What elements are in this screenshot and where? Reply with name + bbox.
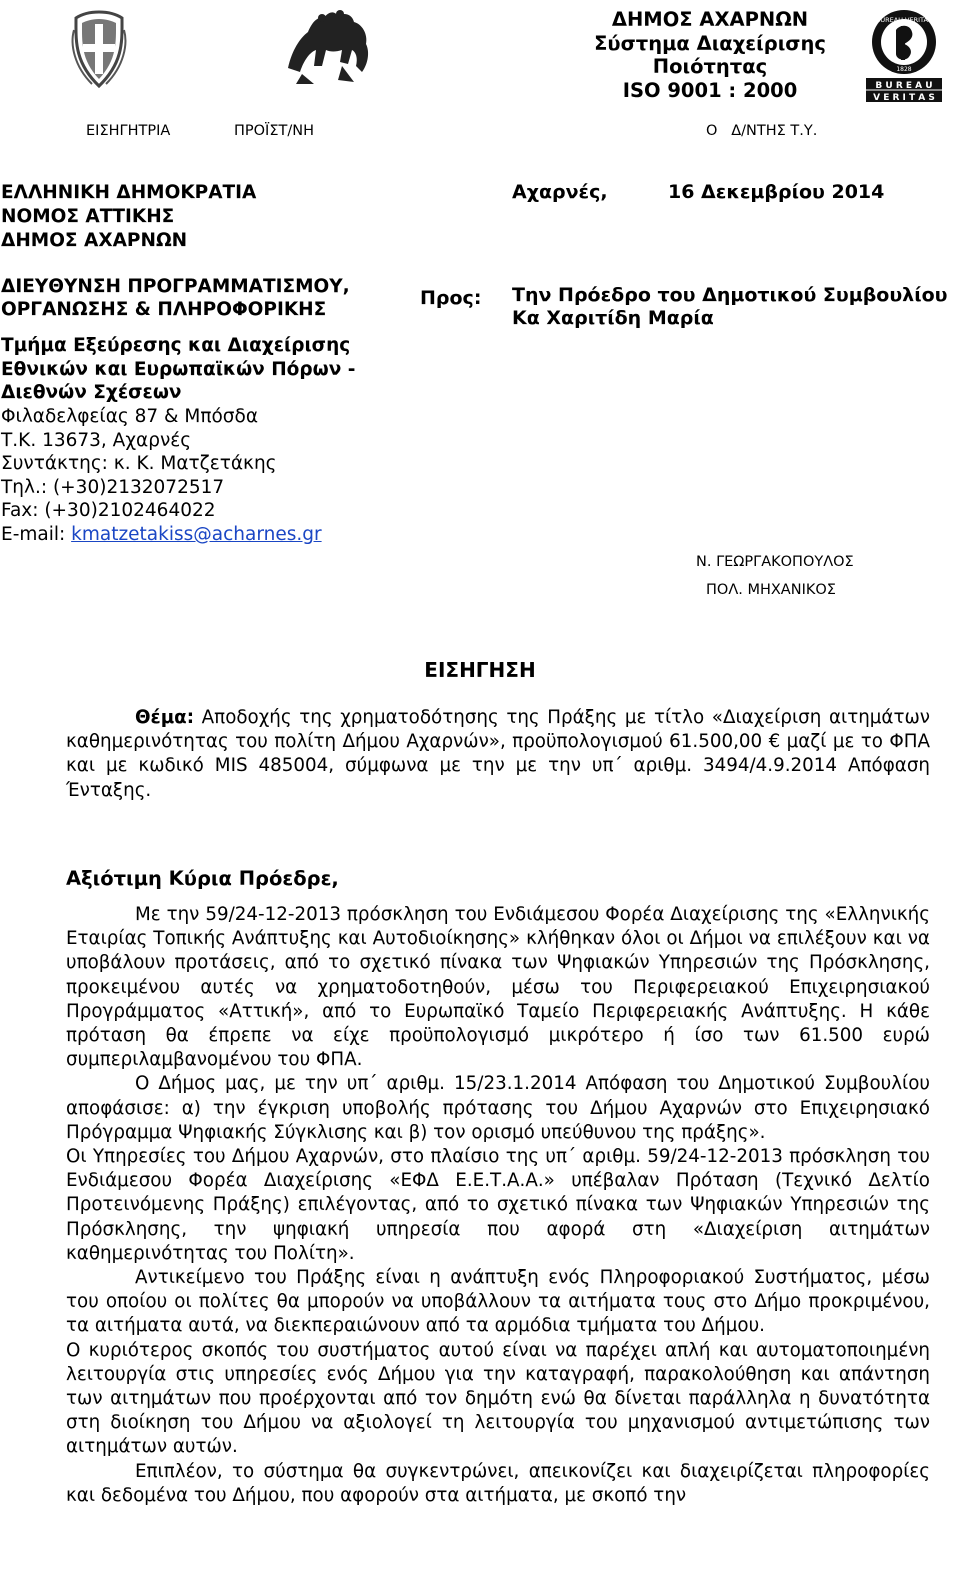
salutation: Αξιότιμη Κύρια Πρόεδρε,: [66, 867, 339, 890]
logo-year: 1828: [896, 66, 912, 73]
sender-prefecture: ΝΟΜΟΣ ΑΤΤΙΚΗΣ: [1, 206, 175, 227]
header-title-line: Ποιότητας: [652, 55, 768, 78]
date-place: Αχαρνές,: [512, 181, 608, 203]
sender-directorate-line-1: ΔΙΕΥΘΥΝΣΗ ΠΡΟΓΡΑΜΜΑΤΙΣΜΟΥ,: [1, 276, 350, 297]
head-label: ΠΡΟΪΣΤ/ΝΗ: [234, 123, 314, 139]
header-title-line: ISO 9001 : 2000: [622, 78, 798, 102]
engineer-name: Ν. ΓΕΩΡΓΑΚΟΠΟΥΛΟΣ: [696, 554, 854, 570]
logo-top-text: BUREAU VERITAS: [875, 16, 933, 24]
sender-department-line-3: Διεθνών Σχέσεων: [1, 382, 182, 403]
recipient-line-1: Την Πρόεδρο του Δημοτικού Συμβουλίου: [512, 284, 948, 306]
greek-coat-of-arms-logo: [68, 10, 130, 90]
sender-phone: Τηλ.: (+30)2132072517: [1, 477, 225, 498]
header-org-title: [520, 8, 900, 102]
sender-department-line-2: Εθνικών και Ευρωπαϊκών Πόρων -: [1, 359, 356, 380]
logo-bottom-text-1: B U R E A U: [875, 81, 933, 91]
sender-postcode: Τ.Κ. 13673, Αχαρνές: [1, 430, 192, 451]
subject-label: Θέμα:: [135, 707, 195, 728]
body-paragraph: Ο Δήμος μας, με την υπ΄ αριθμ. 15/23.1.2014 Απόφαση του Δημοτικού Συμβουλίου αποφάσισε: α) την έγκριση υποβολής πρότασης του Δήμου Αχαρνών στο Επιχειρησιακό Πρόγραμμα Ψηφιακής Σύγκλισης και β) τον ορισμό υπεύθυνου της πράξης».: [66, 1073, 930, 1143]
body-text: [66, 903, 930, 1508]
body-paragraph: Αντικείμενο του Πράξης είναι η ανάπτυξη ενός Πληροφοριακού Συστήματος, μέσω του οποίου οι πολίτες θα μπορούν να υποβάλλουν τα αιτήματα τους στο Δήμο προκριμένου, τα αιτήματα αυτά, να διεκπεραιώνουν από τα αρμόδια τμήματα του Δήμου.: [66, 1267, 930, 1337]
sender-fax: Fax: (+30)2102464022: [1, 500, 216, 521]
date-value: 16 Δεκεμβρίου 2014: [668, 181, 885, 203]
header-title-line: Σύστημα Διαχείρισης: [594, 31, 826, 55]
body-paragraph: Με την 59/24-12-2013 πρόσκληση του Ενδιάμεσου Φορέα Διαχείρισης της «Ελληνικής Εταιρίας Τοπικής Ανάπτυξης και Αυτοδιοίκησης» κλήθηκαν όλοι οι Δήμοι να επιλέξουν και να υποβάλουν προτάσεις, από το σχετικό πίνακα των Ψηφιακών Υπηρεσιών της Πρόσκλησης, προκειμένου αυτές να χρηματοδοτηθούν, μέσω του Περιφερειακού Επιχειρησιακού Προγράμματος «Αττική», από το Ευρωπαϊκό Ταμείο Περιφερειακής Ανάπτυξης. Η κάθε πρόταση θα έπρεπε να είχε προϋπολογισμό μικρότερο ή ίσο των 61.500 ευρώ συμπεριλαμβανομένου του ΦΠΑ.: [66, 904, 930, 1071]
email-label: E-mail:: [1, 524, 72, 545]
director-label: Ο Δ/ΝΤΗΣ Τ.Υ.: [706, 123, 818, 139]
engineer-title: ΠΟΛ. ΜΗΧΑΝΙΚΟΣ: [706, 582, 836, 598]
subject-text: Αποδοχής της χρηματοδότησης της Πράξης με τίτλο «Διαχείριση αιτημάτων καθημερινότητας του πολίτη Δήμου Αχαρνών», προϋπολογισμού 61.500,00 € μαζί με το ΦΠΑ και με κωδικό MIS 485004, σύμφωνα με την με την υπ΄ αριθμ. 3494/4.9.2014 Απόφαση Ένταξης.: [66, 707, 930, 801]
recipient-line-2: Κα Χαριτίδη Μαρία: [512, 307, 714, 329]
bureau-veritas-logo: [866, 8, 942, 102]
rapporteur-label: ΕΙΣΗΓΗΤΡΙΑ: [86, 123, 171, 139]
body-paragraph: Επιπλέον, το σύστημα θα συγκεντρώνει, απεικονίζει και διαχειρίζεται πληροφορίες και δεδομένα του Δήμου, που αφορούν στα αιτήματα, με σκοπό την: [66, 1460, 930, 1506]
sender-country: ΕΛΛΗΝΙΚΗ ΔΗΜΟΚΡΑΤΙΑ: [1, 182, 257, 203]
horses-chariot-logo: [282, 8, 374, 86]
body-paragraph: Οι Υπηρεσίες του Δήμου Αχαρνών, στο πλαίσιο της υπ΄ αριθμ. 59/24-12-2013 πρόσκληση του Ενδιάμεσου Φορέα Διαχείρισης «ΕΦΔ Ε.Ε.Τ.Α.Α.» υπέβαλαν Πρόταση (Τεχνικό Δελτίο Προτεινόμενης Πράξης) επιλέγοντας, από το σχετικό πίνακα των Ψηφιακών Υπηρεσιών της Πρόσκλησης, την ψηφιακή υπηρεσία που αφορά στη «Διαχείριση αιτημάτων καθημερινότητας του Πολίτη».: [66, 1146, 930, 1264]
sender-address: Φιλαδελφείας 87 & Μπόσδα: [1, 406, 259, 427]
header-title-line: ΔΗΜΟΣ ΑΧΑΡΝΩΝ: [611, 8, 809, 31]
sender-department-line-1: Τμήμα Εξεύρεσης και Διαχείρισης: [1, 335, 351, 356]
logo-bottom-text-2: V E R I T A S: [873, 93, 935, 102]
document-title: ΕΙΣΗΓΗΣΗ: [424, 658, 536, 682]
sender-municipality: ΔΗΜΟΣ ΑΧΑΡΝΩΝ: [1, 230, 188, 251]
sender-email-line: [1, 523, 322, 547]
sender-directorate-line-2: ΟΡΓΑΝΩΣΗΣ & ΠΛΗΡΟΦΟΡΙΚΗΣ: [1, 299, 327, 320]
recipient-label: Προς:: [420, 287, 482, 309]
email-link[interactable]: kmatzetakiss@acharnes.gr: [71, 524, 322, 545]
sender-author: Συντάκτης: κ. Κ. Ματζετάκης: [1, 453, 277, 474]
body-paragraph: Ο κυριότερος σκοπός του συστήματος αυτού είναι να παρέχει απλή και αυτοματοποιημένη λειτουργία στις υπηρεσίες ενός Δήμου για την καταγραφή, παρακολούθηση και απάντηση των αιτημάτων που προέρχονται από τον δημότη ενώ θα δίνεται παράλληλα η δυνατότητα στη διοίκηση του Δήμου να αξιολογεί τη λειτουργία του μηχανισμού αντιμετώπισης των αιτημάτων αυτών.: [66, 1339, 930, 1458]
subject-paragraph: [66, 706, 930, 803]
